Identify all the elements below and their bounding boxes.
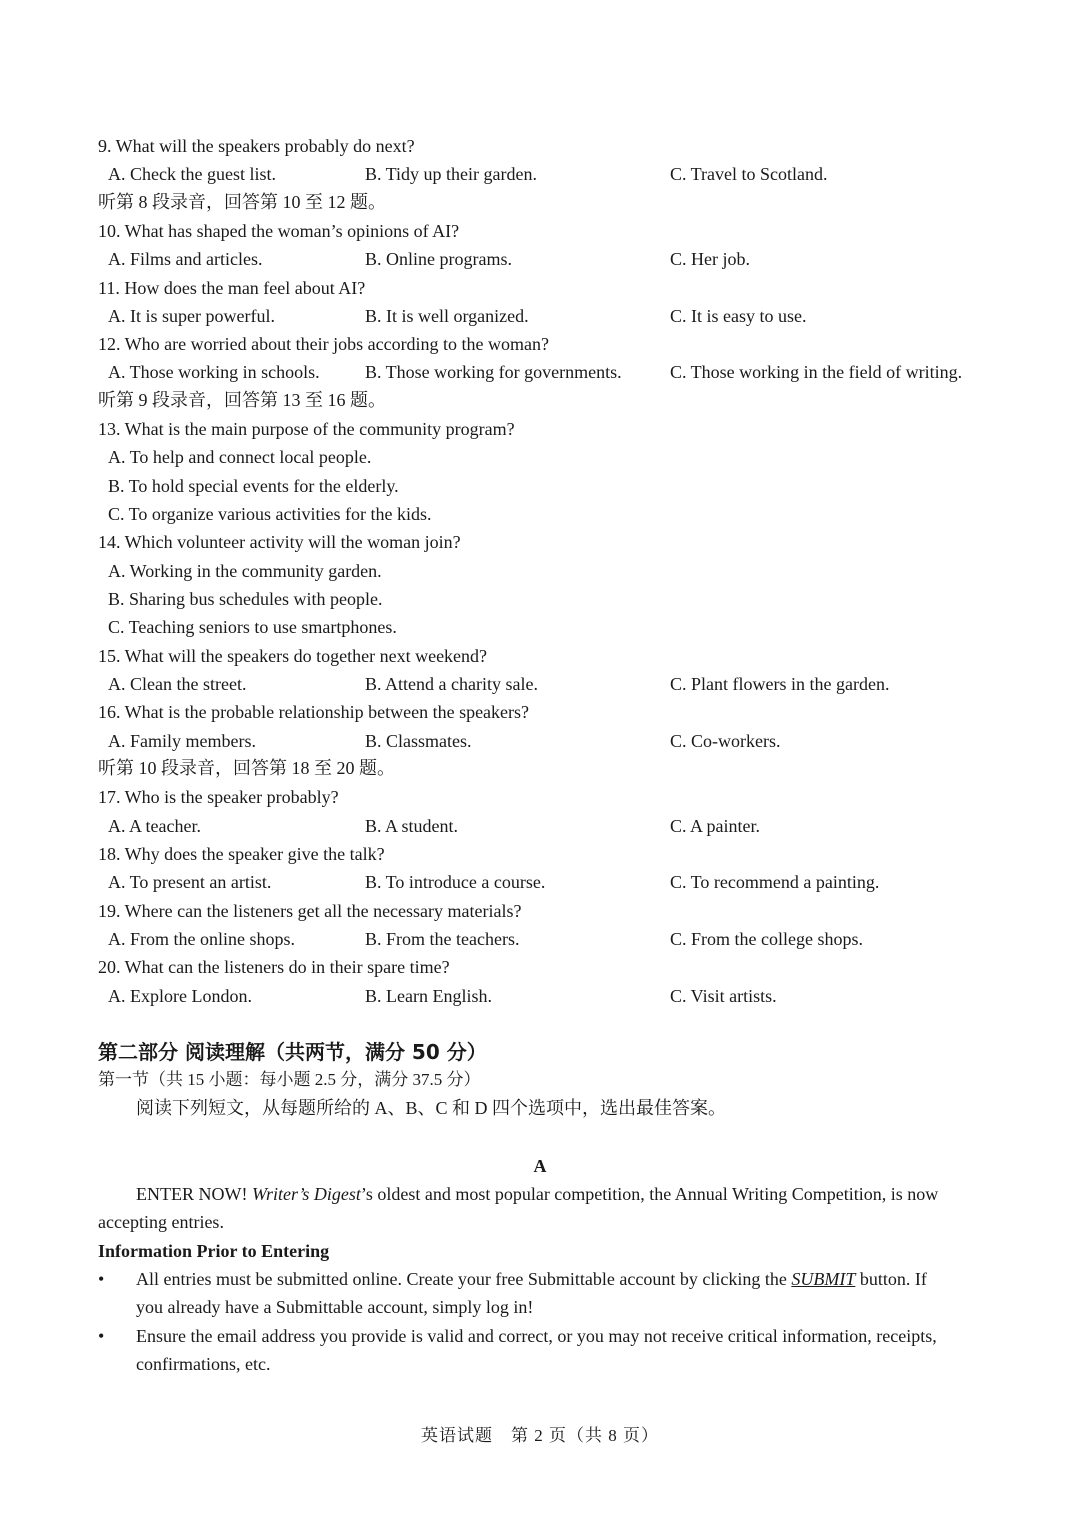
option-11a: A. It is super powerful. <box>108 306 275 326</box>
option-11b: B. It is well organized. <box>365 306 529 326</box>
passage-intro-line-2: accepting entries. <box>98 1212 224 1232</box>
option-19b: B. From the teachers. <box>365 929 520 949</box>
question-14: 14. Which volunteer activity will the woman join? <box>98 532 461 552</box>
option-16b: B. Classmates. <box>365 731 472 751</box>
option-13b: B. To hold special events for the elderly. <box>108 476 399 496</box>
option-18b: B. To introduce a course. <box>365 872 546 892</box>
option-16a: A. Family members. <box>108 731 256 751</box>
option-15a: A. Clean the street. <box>108 674 247 694</box>
bullet-2-line-2: confirmations, etc. <box>136 1354 271 1374</box>
option-13a: A. To help and connect local people. <box>108 447 372 467</box>
submit-link[interactable]: SUBMIT <box>791 1269 856 1289</box>
option-10b: B. Online programs. <box>365 249 512 269</box>
intro-text-1: ENTER NOW! <box>136 1184 252 1204</box>
option-15b: B. Attend a charity sale. <box>365 674 538 694</box>
option-14b: B. Sharing bus schedules with people. <box>108 589 383 609</box>
option-9a: A. Check the guest list. <box>108 164 276 184</box>
option-17a: A. A teacher. <box>108 816 201 836</box>
section-instruction-8: 听第 8 段录音，回答第 10 至 12 题。 <box>98 192 386 212</box>
publication-name: Writer’s Digest <box>251 1184 361 1204</box>
bullet-1-text-a: All entries must be submitted online. Create your free Submittable account by clicking the <box>136 1269 792 1289</box>
question-11: 11. How does the man feel about AI? <box>98 278 366 298</box>
question-20: 20. What can the listeners do in their spare time? <box>98 957 450 977</box>
option-14c: C. Teaching seniors to use smartphones. <box>108 617 397 637</box>
option-20b: B. Learn English. <box>365 986 492 1006</box>
option-12c: C. Those working in the field of writing. <box>670 362 963 382</box>
intro-text-2: ’s oldest and most popular competition, the Annual Writing Competition, is now <box>360 1184 939 1204</box>
question-13: 13. What is the main purpose of the community program? <box>98 419 515 439</box>
option-12a: A. Those working in schools. <box>108 362 320 382</box>
question-19: 19. Where can the listeners get all the necessary materials? <box>98 901 522 921</box>
option-18c: C. To recommend a painting. <box>670 872 880 892</box>
option-16c: C. Co-workers. <box>670 731 781 751</box>
option-12b: B. Those working for governments. <box>365 362 622 382</box>
bullet-1-line-2: you already have a Submittable account, simply log in! <box>136 1297 534 1317</box>
question-10: 10. What has shaped the woman’s opinions of AI? <box>98 221 460 241</box>
passage-letter: A <box>533 1156 547 1176</box>
passage-intro-line-1 <box>136 1183 938 1205</box>
option-10a: A. Films and articles. <box>108 249 263 269</box>
section-instruction-10: 听第 10 段录音，回答第 18 至 20 题。 <box>98 758 395 778</box>
option-19a: A. From the online shops. <box>108 929 295 949</box>
question-18: 18. Why does the speaker give the talk? <box>98 844 385 864</box>
section-one-subtitle: 第一节（共 15 小题：每小题 2.5 分，满分 37.5 分） <box>98 1070 481 1089</box>
option-20a: A. Explore London. <box>108 986 252 1006</box>
bullet-1-icon: • <box>98 1269 105 1289</box>
part-two-title: 第二部分 阅读理解（共两节，满分 50 分） <box>98 1040 487 1064</box>
info-heading: Information Prior to Entering <box>98 1241 330 1261</box>
reading-instruction: 阅读下列短文，从每题所给的 A、B、C 和 D 四个选项中，选出最佳答案。 <box>136 1098 727 1118</box>
option-19c: C. From the college shops. <box>670 929 863 949</box>
option-13c: C. To organize various activities for the kids. <box>108 504 432 524</box>
question-12: 12. Who are worried about their jobs according to the woman? <box>98 334 550 354</box>
section-instruction-9: 听第 9 段录音，回答第 13 至 16 题。 <box>98 390 386 410</box>
option-9c: C. Travel to Scotland. <box>670 164 828 184</box>
question-16: 16. What is the probable relationship between the speakers? <box>98 702 530 722</box>
question-17: 17. Who is the speaker probably? <box>98 787 339 807</box>
option-17c: C. A painter. <box>670 816 760 836</box>
option-15c: C. Plant flowers in the garden. <box>670 674 890 694</box>
bullet-1-line-1 <box>136 1268 927 1290</box>
bullet-2-icon: • <box>98 1326 105 1346</box>
bullet-2-line-1: Ensure the email address you provide is valid and correct, or you may not receive critical information, receipts, <box>136 1326 937 1346</box>
option-17b: B. A student. <box>365 816 459 836</box>
option-14a: A. Working in the community garden. <box>108 561 382 581</box>
option-11c: C. It is easy to use. <box>670 306 807 326</box>
option-20c: C. Visit artists. <box>670 986 777 1006</box>
option-9b: B. Tidy up their garden. <box>365 164 538 184</box>
question-9: 9. What will the speakers probably do next? <box>98 136 415 156</box>
option-10c: C. Her job. <box>670 249 750 269</box>
page-footer: 英语试题 第 2 页（共 8 页） <box>421 1426 659 1445</box>
option-18a: A. To present an artist. <box>108 872 272 892</box>
question-15: 15. What will the speakers do together next weekend? <box>98 646 488 666</box>
bullet-1-text-b: button. If <box>855 1269 927 1289</box>
